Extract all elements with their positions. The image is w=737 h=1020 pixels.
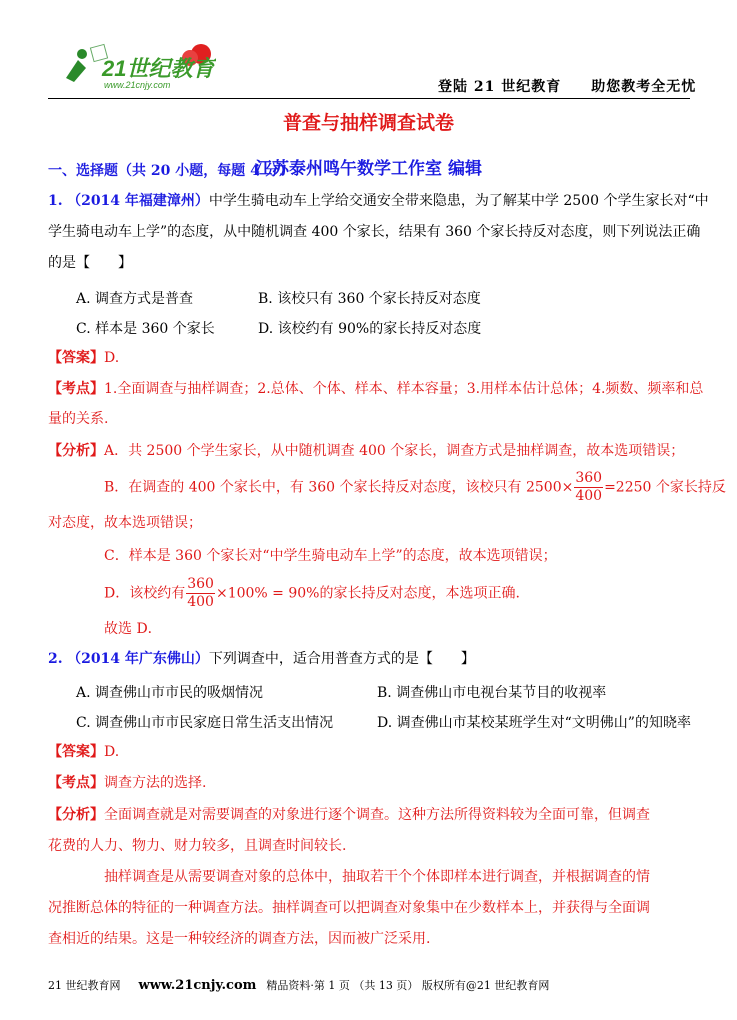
footer-site: 21 世纪教育网 [48,979,121,992]
page-subtitle: 江苏泰州鸣午数学工作室 编辑 [255,159,482,179]
q1-fenxi-c: C．样本是 360 个家长对“中学生骑电动车上学”的态度，故本选项错误； [104,548,557,564]
q1-fenxi-a [48,442,684,460]
footer-page-info: 精品资料·第 1 页 （共 13 页） 版权所有@21 世纪教育网 [266,979,550,992]
q2-text: 下列调查中，适合用普查方式的是【 】 [208,651,475,667]
q2-kaodian [48,774,206,792]
q1-fenxi-d [104,576,520,611]
fraction [186,576,215,611]
kaodian-label: 【考点】 [48,381,104,397]
answer-label: 【答案】 [48,350,104,366]
q1-option-d: D. 该校约有 90%的家长持反对态度 [258,321,482,337]
denominator: 400 [187,594,214,610]
q1-kaodian [48,380,703,398]
answer-value: D. [104,744,120,760]
q2-line1 [48,650,475,668]
q2-source: （2014 年广东佛山） [67,651,209,667]
q2-fenxi-4: 况推断总体的特征的一种调查方法。抽样调查可以把调查对象集中在少数样本上，并获得与全面调 [48,900,650,916]
section-heading: 一、选择题（共 20 小题，每题 4 分） [48,163,293,179]
q1-option-b: B. 该校只有 360 个家长持反对态度 [258,291,481,307]
q2-number: 2. [48,651,63,667]
q2-answer [48,743,119,761]
answer-label: 【答案】 [48,744,104,760]
q1-line1 [48,192,709,210]
kaodian-label: 【考点】 [48,775,104,791]
q2-option-c: C. 调查佛山市市民家庭日常生活支出情况 [76,715,334,731]
answer-value: D. [104,350,120,366]
q2-option-b: B. 调查佛山市电视台某节目的收视率 [377,685,607,701]
q1-option-c: C. 样本是 360 个家长 [76,321,215,337]
q1-line3: 的是【 】 [48,255,132,271]
fenxi-label: 【分析】 [48,807,104,823]
q2-fenxi-2: 花费的人力、物力、财力较多，且调查时间较长. [48,838,347,854]
denominator: 400 [575,488,603,504]
q2-fenxi-3: 抽样调查是从需要调查对象的总体中，抽取若干个个体即样本进行调查，并根据调查的情 [104,869,650,885]
footer-url[interactable]: www.21cnjy.com [138,978,257,993]
numerator: 360 [575,470,603,486]
q1-text: 中学生骑电动车上学给交通安全带来隐患，为了解某中学 2500 个学生家长对“中 [208,193,709,209]
q1-answer [48,349,119,367]
site-logo [56,38,216,90]
logo-text: 21世纪教育 [102,56,215,81]
q1-kaodian-cont: 量的关系. [48,411,109,427]
q2-fenxi-5: 查相近的结果。这是一种较经济的调查方法，因而被广泛采用. [48,931,431,947]
fenxi-text: 全面调查就是对需要调查的对象进行逐个调查。这种方法所得资料较为全面可靠，但调查 [104,807,650,823]
header-divider [48,98,690,99]
q1-option-a: A. 调查方式是普查 [76,291,194,307]
fraction [574,470,603,505]
q1-fenxi-b-cont: 对态度，故本选项错误； [48,515,202,531]
kaodian-text: 1.全面调查与抽样调查；2.总体、个体、样本、样本容量；3.用样本估计总体；4.频数、频率和总 [104,381,704,397]
numerator: 360 [187,576,214,592]
fenxi-b-text-end: =2250 个家长持反 [604,479,726,496]
q1-line2: 学生骑电动车上学”的态度，从中随机调查 400 个家长，结果有 360 个家长持反对态度，则下列说法正确 [48,224,701,240]
page-footer [48,977,549,993]
kaodian-text: 调查方法的选择. [104,775,207,791]
q2-option-d: D. 调查佛山市某校某班学生对“文明佛山”的知晓率 [377,715,691,731]
q1-fenxi-b [104,470,726,505]
fenxi-a-text: A．共 2500 个学生家长，从中随机调查 400 个家长，调查方式是抽样调查，故本选项错误； [104,443,685,459]
q1-choose: 故选 D． [104,621,162,637]
fenxi-b-text: B．在调查的 400 个家长中，有 360 个家长持反对态度，该校只有 2500× [104,479,574,496]
fenxi-d-text: D．该校约有 [104,585,186,602]
fenxi-label: 【分析】 [48,443,104,459]
q2-option-a: A. 调查佛山市市民的吸烟情况 [76,685,264,701]
logo-url: www.21cnjy.com [104,80,171,90]
q2-fenxi [48,806,650,824]
q1-number: 1. [48,193,63,209]
fenxi-d-text-end: ×100% = 90%的家长持反对态度，本选项正确. [215,585,520,602]
page-title: 普查与抽样调查试卷 [282,112,454,134]
header-slogan: 登陆 21 世纪教育 助您教考全无忧 [438,79,697,95]
q1-source: （2014 年福建漳州） [67,193,209,209]
